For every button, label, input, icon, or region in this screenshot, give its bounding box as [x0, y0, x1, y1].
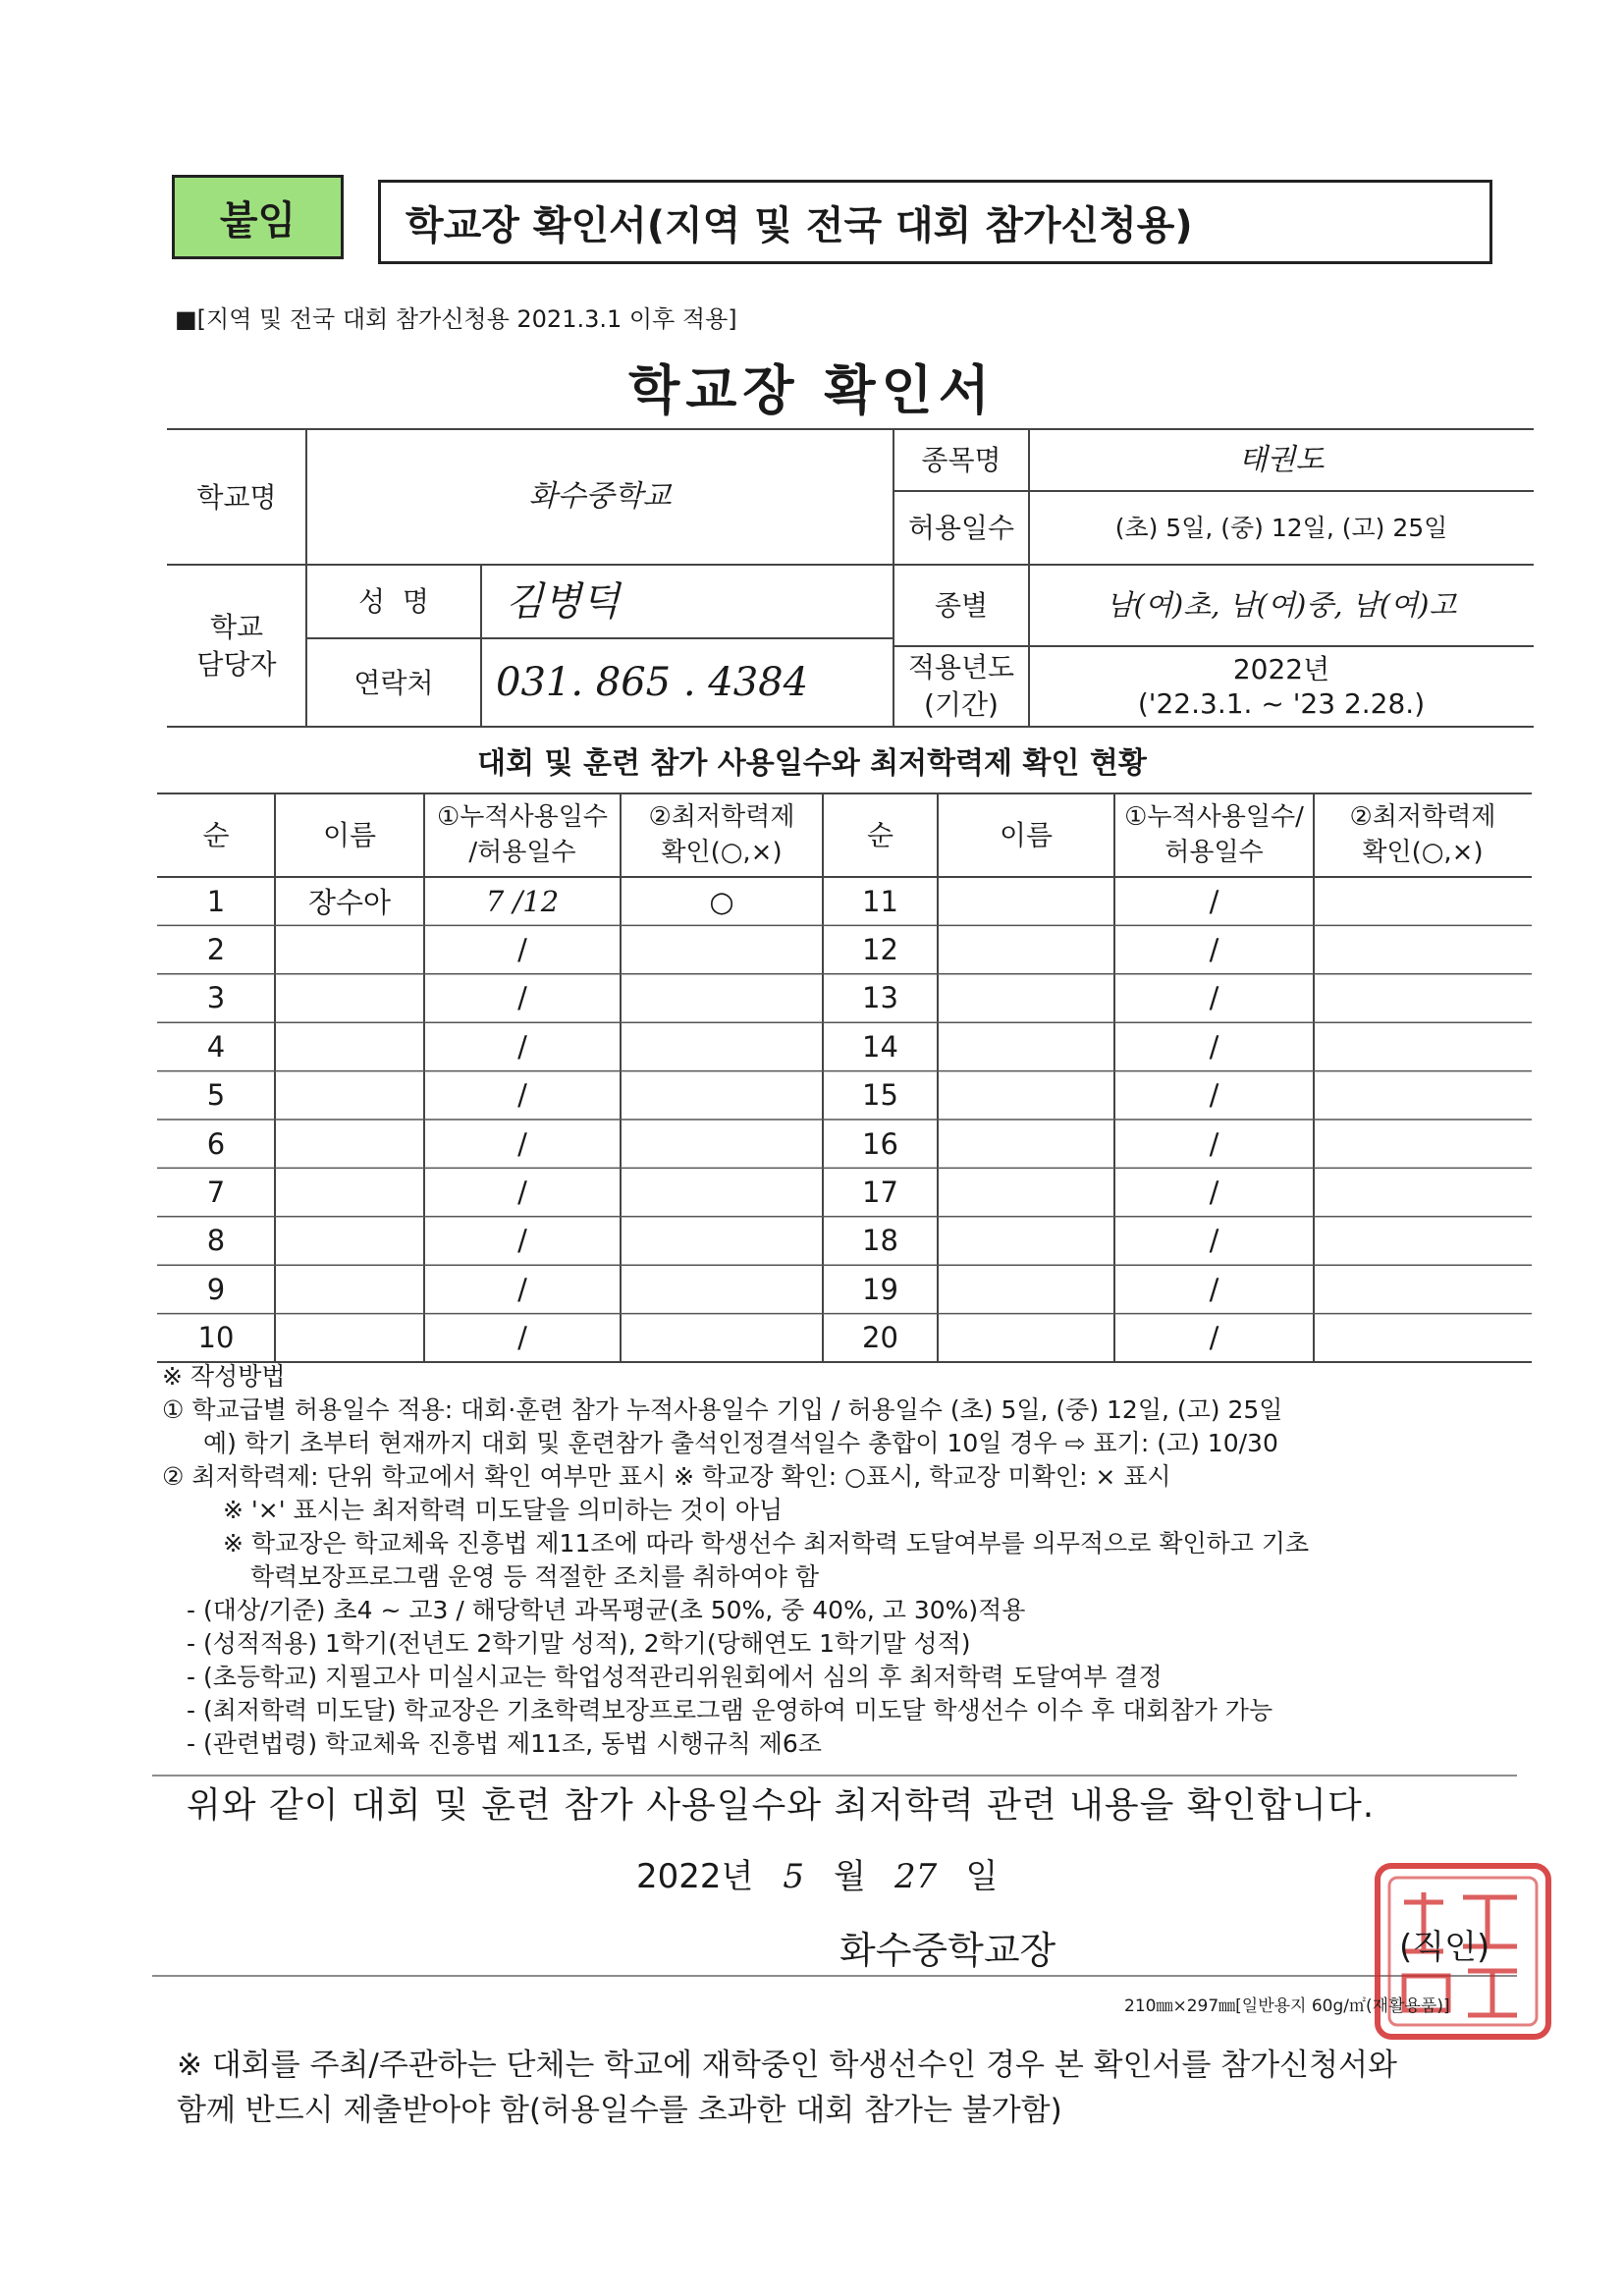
row-days: / [517, 933, 527, 967]
period-value: ('22.3.1. ~ '23 2.28.) [1137, 687, 1426, 720]
row-number: 3 [206, 981, 226, 1015]
row-name [275, 1071, 424, 1120]
paper-spec: 210㎜×297㎜[일반용지 60g/㎡(재활용품)] [1124, 1996, 1450, 2016]
row-check [621, 925, 823, 973]
row-check [1314, 1168, 1532, 1216]
row-name [275, 925, 424, 973]
date-day-unit: 일 [965, 1857, 999, 1896]
row-number: 17 [862, 1175, 898, 1210]
row-number: 4 [206, 1029, 226, 1064]
row-check [621, 1071, 823, 1120]
date-month: 5 [783, 1857, 804, 1896]
header-no-right: 순 [866, 818, 894, 851]
date-month-unit: 월 [834, 1857, 866, 1896]
instructions-heading: ※ 작성방법 [162, 1362, 286, 1391]
name-label: 성 명 [358, 585, 429, 618]
row-days: / [517, 1175, 527, 1210]
seal-label: (직인) [1399, 1928, 1490, 1967]
row-number: 6 [206, 1126, 226, 1161]
instructions [162, 1360, 1537, 1761]
row-number: 1 [206, 884, 226, 918]
row-name [275, 1022, 424, 1070]
row-name [938, 1314, 1114, 1362]
row-check [1314, 974, 1532, 1022]
row-name [938, 925, 1114, 973]
row-days: / [1209, 933, 1219, 967]
row-number: 13 [862, 981, 898, 1015]
sport-value: 태권도 [1238, 442, 1325, 477]
section-title: 대회 및 훈련 참가 사용일수와 최저학력제 확인 현황 [477, 746, 1147, 781]
row-name: 장수아 [307, 886, 392, 920]
instruction-item-1-example: 예) 학기 초부터 현재까지 대회 및 훈련참가 출석인정결석일수 총합이 10일 경우 ⇨ 표기: (고) 10/30 [203, 1429, 1278, 1457]
header-name-right: 이름 [999, 818, 1054, 851]
row-name [275, 1265, 424, 1313]
row-number: 11 [862, 884, 898, 918]
row-name [938, 1265, 1114, 1313]
confirmation-text: 위와 같이 대회 및 훈련 참가 사용일수와 최저학력 관련 내용을 확인합니다. [187, 1785, 1376, 1826]
row-days: / [1209, 1078, 1219, 1113]
row-check [1314, 1217, 1532, 1265]
row-days: / [1209, 1224, 1219, 1258]
row-days: / [517, 981, 527, 1015]
row-check [1314, 877, 1532, 925]
row-days: / [1209, 1029, 1219, 1064]
contact-name-value: 김병덕 [506, 578, 620, 625]
row-number: 9 [206, 1272, 226, 1306]
row-number: 12 [862, 933, 898, 967]
allowed-days-label: 허용일수 [907, 512, 1015, 544]
principal-name: 화수중학교장 [839, 1929, 1056, 1972]
row-name [275, 1120, 424, 1168]
row-days: / [1209, 1175, 1219, 1210]
row-name [275, 1168, 424, 1216]
header-days-left: ①누적사용일수 /허용일수 [436, 802, 608, 867]
footer-note: ※ 대회를 주최/주관하는 단체는 학교에 재학중인 학생선수인 경우 본 확인서를 참가신청서와 함께 반드시 제출받아야 함(허용일수를 초과한 대회 참가는 불가함) [177, 2048, 1397, 2128]
row-days: / [1209, 1126, 1219, 1161]
row-number: 2 [206, 933, 226, 967]
row-check [621, 1022, 823, 1070]
row-name [938, 974, 1114, 1022]
instruction-note-1: ※ '×' 표시는 최저학력 미도달을 의미하는 것이 아님 [223, 1496, 784, 1524]
instruction-bullet: - (대상/기준) 초4 ~ 고3 / 해당학년 과목평균(초 50%, 중 40%, 고 30%)적용 [187, 1596, 1026, 1624]
row-days: / [1209, 1321, 1219, 1355]
school-value: 화수중학교 [528, 479, 672, 515]
title-box: 학교장 확인서(지역 및 전국 대회 참가신청용) [378, 180, 1492, 264]
row-check [1314, 925, 1532, 973]
instruction-bullet: - (성적적용) 1학기(전년도 2학기말 성적), 2학기(당해연도 1학기말 성적) [187, 1629, 971, 1658]
header-check-left: ②최저학력제 확인(○,×) [648, 802, 795, 867]
row-name [938, 1120, 1114, 1168]
row-check [621, 1217, 823, 1265]
row-days: / [517, 1272, 527, 1306]
row-number: 14 [862, 1029, 898, 1064]
row-name [938, 1168, 1114, 1216]
row-check [1314, 1071, 1532, 1120]
row-number: 18 [862, 1224, 898, 1258]
row-check [1314, 1120, 1532, 1168]
row-check [1314, 1314, 1532, 1362]
header-no-left: 순 [202, 818, 230, 851]
row-days: / [517, 1078, 527, 1113]
row-name [938, 1217, 1114, 1265]
instruction-item-1: ① 학교급별 허용일수 적용: 대회·훈련 참가 누적사용일수 기입 / 허용일수 (초) 5일, (중) 12일, (고) 25일 [162, 1395, 1283, 1424]
row-number: 8 [206, 1224, 226, 1258]
row-number: 19 [862, 1272, 898, 1306]
row-check [621, 1120, 823, 1168]
row-days: / [517, 1321, 527, 1355]
row-check [621, 1168, 823, 1216]
row-number: 7 [206, 1175, 226, 1210]
allowed-days-value: (초) 5일, (중) 12일, (고) 25일 [1114, 513, 1448, 542]
header-name-left: 이름 [322, 818, 377, 851]
row-number: 5 [206, 1078, 226, 1113]
gender-label: 종별 [934, 589, 989, 622]
row-check: ○ [709, 884, 734, 918]
sport-label: 종목명 [921, 444, 1001, 476]
row-days: / [517, 1224, 527, 1258]
row-number: 20 [862, 1321, 898, 1355]
school-label: 학교명 [196, 480, 277, 514]
row-days: 7 /12 [485, 884, 560, 918]
instruction-bullet: - (관련법령) 학교체육 진흥법 제11조, 동법 시행규칙 제6조 [187, 1729, 822, 1758]
phone-label: 연락처 [353, 666, 434, 699]
row-name [275, 1314, 424, 1362]
date-day: 27 [894, 1857, 938, 1896]
row-name [275, 974, 424, 1022]
date-year: 2022년 [636, 1857, 754, 1896]
date-line [636, 1849, 998, 1897]
year-value: 2022년 [1232, 653, 1330, 685]
row-check [1314, 1265, 1532, 1313]
row-name [938, 1071, 1114, 1120]
row-name [275, 1217, 424, 1265]
instruction-note-2-cont: 학력보장프로그램 운영 등 적절한 조치를 취하여야 함 [250, 1562, 819, 1591]
row-check [621, 1314, 823, 1362]
gender-value: 남(여)초, 남(여)중, 남(여)고 [1106, 588, 1457, 623]
row-check [1314, 1022, 1532, 1070]
row-number: 16 [862, 1126, 898, 1161]
document-title: 학교장 확인서 [628, 359, 996, 421]
instruction-note-2: ※ 학교장은 학교체육 진흥법 제11조에 따라 학생선수 최저학력 도달여부를 의무적으로 확인하고 기초 [223, 1529, 1310, 1558]
phone-value: 031. 865 . 4384 [496, 660, 809, 705]
row-number: 10 [197, 1321, 235, 1355]
instruction-bullet: - (초등학교) 지필고사 미실시교는 학업성적관리위원회에서 심의 후 최저학력 도달여부 결정 [187, 1663, 1163, 1691]
instruction-item-2: ② 최저학력제: 단위 학교에서 확인 여부만 표시 ※ 학교장 확인: ○표시, 학교장 미확인: × 표시 [162, 1462, 1171, 1491]
contact-group-label: 학교 담당자 [196, 610, 277, 681]
row-days: / [517, 1126, 527, 1161]
row-days: / [1209, 981, 1219, 1015]
row-days: / [517, 1029, 527, 1064]
row-days: / [1209, 884, 1219, 918]
header-days-right: ①누적사용일수/ 허용일수 [1124, 802, 1304, 867]
subheader: ■[지역 및 전국 대회 참가신청용 2021.3.1 이후 적용] [175, 305, 737, 333]
year-value-cell [1029, 646, 1534, 727]
row-days: / [1209, 1272, 1219, 1306]
row-check [621, 974, 823, 1022]
header-check-right: ②최저학력제 확인(○,×) [1349, 802, 1496, 867]
row-number: 15 [862, 1078, 898, 1113]
instruction-bullet: - (최저학력 미도달) 학교장은 기초학력보장프로그램 운영하여 미도달 학생선수 이수 후 대회참가 가능 [187, 1696, 1273, 1724]
row-name [938, 877, 1114, 925]
row-name [938, 1022, 1114, 1070]
year-label: 적용년도 (기간) [907, 651, 1015, 721]
attachment-badge: 붙임 [172, 175, 344, 259]
row-check [621, 1265, 823, 1313]
